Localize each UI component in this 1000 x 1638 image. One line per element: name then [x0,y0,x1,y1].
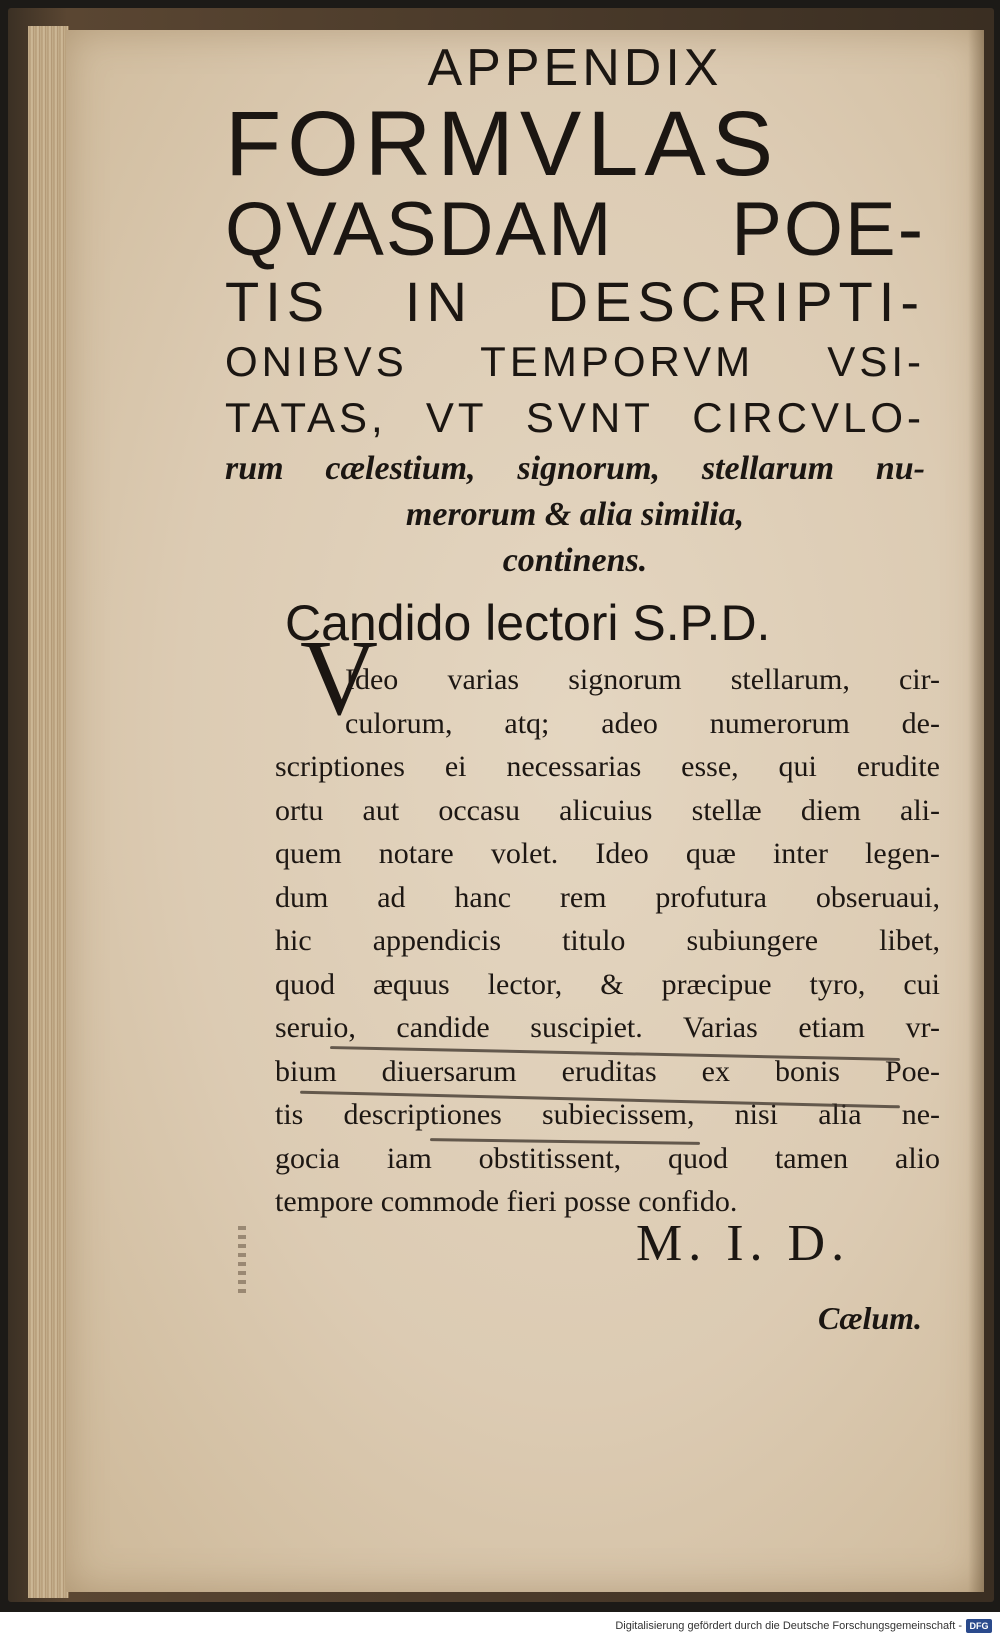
title-line-6: TATAS, VT SVNT CIRCVLO- [225,394,925,441]
body-line: tis descriptiones subiecissem, nisi alia ne- [275,1098,940,1131]
body-line: dum ad hanc rem profutura obseruaui, [275,880,940,914]
title-line-5: ONIBVS TEMPORVM VSI- [225,338,925,385]
signoff-initials: M. I. D. [636,1215,851,1272]
drop-cap: V [300,619,378,738]
body-line: scriptiones ei necessarias esse, qui erudite [275,750,940,783]
body-line: seruio, candide suscipiet. Varias etiam vr- [275,1011,940,1044]
title-line-3: QVASDAM POE- [225,187,925,272]
title-block [225,38,925,584]
body-line: ortu aut occasu alicuius stellæ diem ali- [275,793,940,827]
body-line: hic appendicis titulo subiungere libet, [275,924,940,957]
title-line-4: TIS IN DESCRIPTI- [225,270,925,333]
title-line-7: rum cælestium, signorum, stellarum nu- [225,450,925,487]
margin-ink-mark [238,1226,246,1296]
catchword: Cælum. [818,1300,923,1336]
body-line: quem notare volet. Ideo quæ inter legen- [275,837,940,870]
title-line-8: merorum & alia similia, [405,496,745,533]
body-line: culorum, atq; adeo numerorum de- [345,706,940,740]
title-line-9: continens. [502,542,648,579]
dfg-logo: DFG [966,1619,992,1633]
page-stack-edge [28,26,69,1598]
digitization-footer [0,1616,1000,1638]
body-line: bium diuersarum eruditas ex bonis Poe- [275,1054,940,1088]
footer-credit: Digitalisierung gefördert durch die Deutsche Forschungsgemeinschaft - [615,1620,962,1632]
body-line: quod æquus lector, & præcipue tyro, cui [275,967,940,1001]
page-gutter-shadow [968,30,984,1592]
title-appendix: APPENDIX [427,39,723,97]
body-line: gocia iam obstitissent, quod tamen alio [275,1141,940,1175]
body-text [275,658,940,1224]
body-line: Ideo varias signorum stellarum, cir- [345,663,940,696]
body-line: tempore commode fieri posse confido. [275,1185,738,1218]
greeting-heading: Candido lectori S.P.D. [285,595,771,651]
title-formulas: FORMVLAS [225,93,780,195]
